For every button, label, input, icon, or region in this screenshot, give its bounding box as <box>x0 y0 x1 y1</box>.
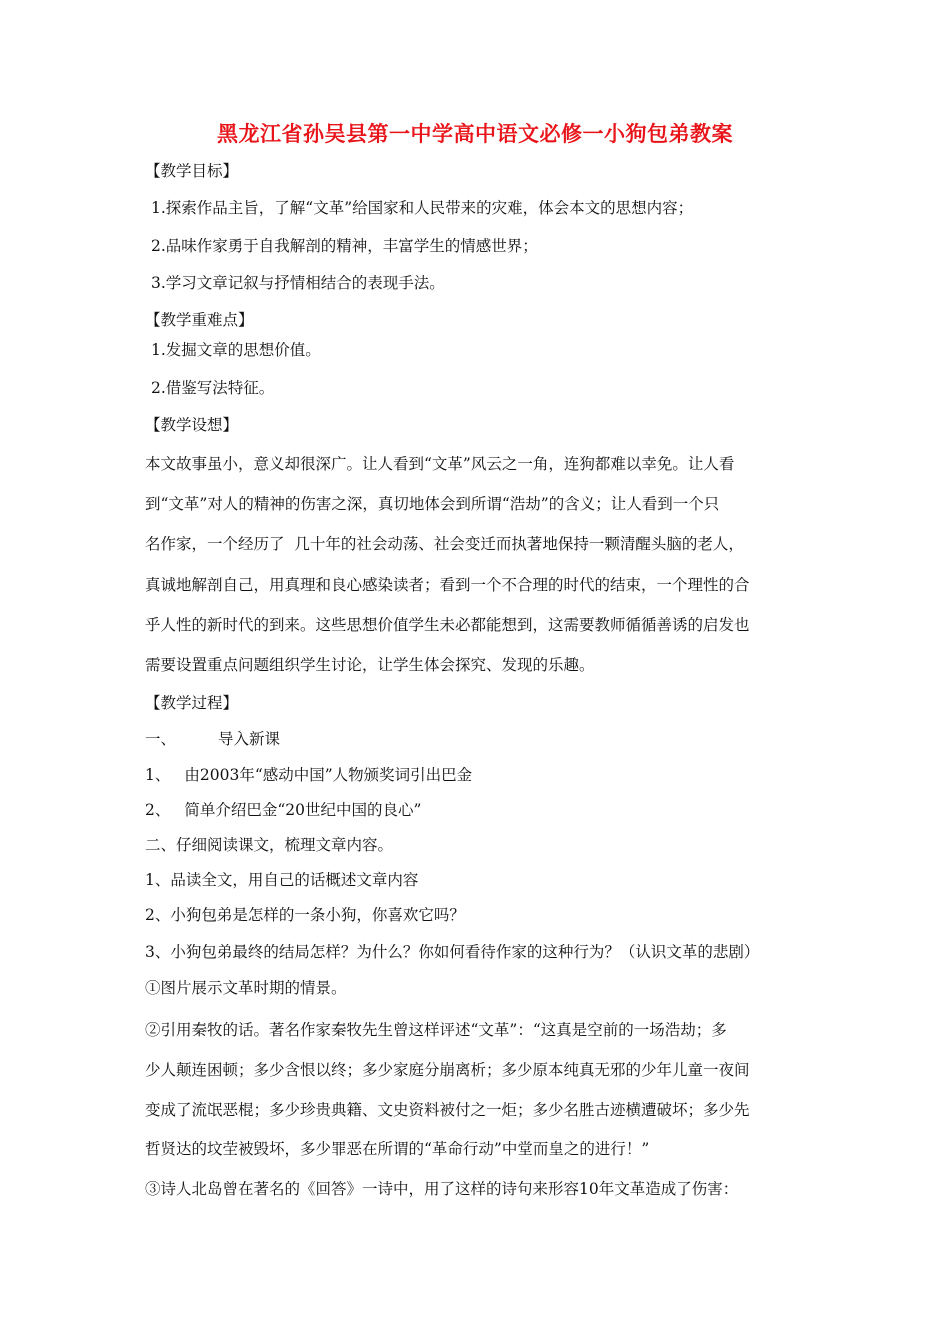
paragraph-line: 本文故事虽小，意义却很深广。让人看到“文革”风云之一角，连狗都难以幸免。让人看 <box>145 455 735 473</box>
circled-item: ①图片展示文革时期的情景。 <box>145 979 347 997</box>
question-item: 1、品读全文，用自己的话概述文章内容 <box>145 871 419 889</box>
paragraph-line: ③诗人北岛曾在著名的《回答》一诗中，用了这样的诗句来形容10年文革造成了伤害： <box>145 1180 739 1199</box>
design-heading: 【教学设想】 <box>145 416 239 434</box>
step-text: 由2003年“感动中国”人物颁奖词引出巴金 <box>184 766 473 784</box>
section-one <box>145 729 810 749</box>
paragraph-line: 少人颠连困顿；多少含恨以终；多少家庭分崩离析；多少原本纯真无邪的少年儿童一夜间 <box>145 1060 750 1079</box>
goal-item: 2.品味作家勇于自我解剖的精神，丰富学生的情感世界； <box>151 237 538 255</box>
process-heading: 【教学过程】 <box>145 694 239 712</box>
key-point-item: 1.发掘文章的思想价值。 <box>151 341 321 359</box>
key-points-heading: 【教学重难点】 <box>145 311 254 329</box>
design-paragraph <box>145 444 810 685</box>
paragraph-line: 乎人性的新时代的到来。这些思想价值学生未必都能想到，这需要教师循循善诱的启发也 <box>145 615 750 634</box>
section-two: 二、仔细阅读课文，梳理文章内容。 <box>145 836 394 854</box>
question-item: 2、小狗包弟是怎样的一条小狗，你喜欢它吗？ <box>145 906 465 924</box>
step-item <box>145 765 810 785</box>
paragraph-line: ②引用秦牧的话。著名作家秦牧先生曾这样评述“文革”：“这真是空前的一场浩劫；多 <box>145 1021 727 1039</box>
document-title: 黑龙江省孙吴县第一中学高中语文必修一小狗包弟教案 <box>217 122 733 146</box>
step-number: 1、 <box>145 766 171 784</box>
section-title: 导入新课 <box>218 730 281 748</box>
paragraph-line: 需要设置重点问题组织学生讨论，让学生体会探究、发现的乐趣。 <box>145 655 595 674</box>
paragraph-line: 哲贤达的坟茔被毁坏，多少罪恶在所谓的“革命行动”中堂而皇之的进行！” <box>145 1140 650 1159</box>
step-item <box>145 800 810 820</box>
paragraph-line: 真诚地解剖自己，用真理和良心感染读者；看到一个不合理的时代的结束，一个理性的合 <box>145 575 750 594</box>
paragraph-line: 名作家，一个经历了 几十年的社会动荡、社会变迁而执著地保持一颗清醒头脑的老人， <box>145 535 744 554</box>
paragraph-line: 到“文革”对人的精神的伤害之深，真切地体会到所谓“浩劫”的含义；让人看到一个只 <box>145 495 720 514</box>
goal-item: 3.学习文章记叙与抒情相结合的表现手法。 <box>151 274 445 292</box>
key-point-item: 2.借鉴写法特征。 <box>151 379 275 397</box>
quote-paragraph <box>145 1011 810 1210</box>
goals-heading: 【教学目标】 <box>145 162 239 180</box>
step-number: 2、 <box>145 801 171 819</box>
step-text: 简单介绍巴金“20世纪中国的良心” <box>184 801 422 819</box>
question-item: 3、小狗包弟最终的结局怎样？为什么？你如何看待作家的这种行为？（认识文革的悲剧） <box>145 943 760 961</box>
section-number: 一、 <box>145 730 177 748</box>
goal-item: 1.探索作品主旨，了解“文革”给国家和人民带来的灾难，体会本文的思想内容； <box>151 199 694 217</box>
paragraph-line: 变成了流氓恶棍；多少珍贵典籍、文史资料被付之一炬；多少名胜古迹横遭破坏；多少先 <box>145 1100 750 1119</box>
